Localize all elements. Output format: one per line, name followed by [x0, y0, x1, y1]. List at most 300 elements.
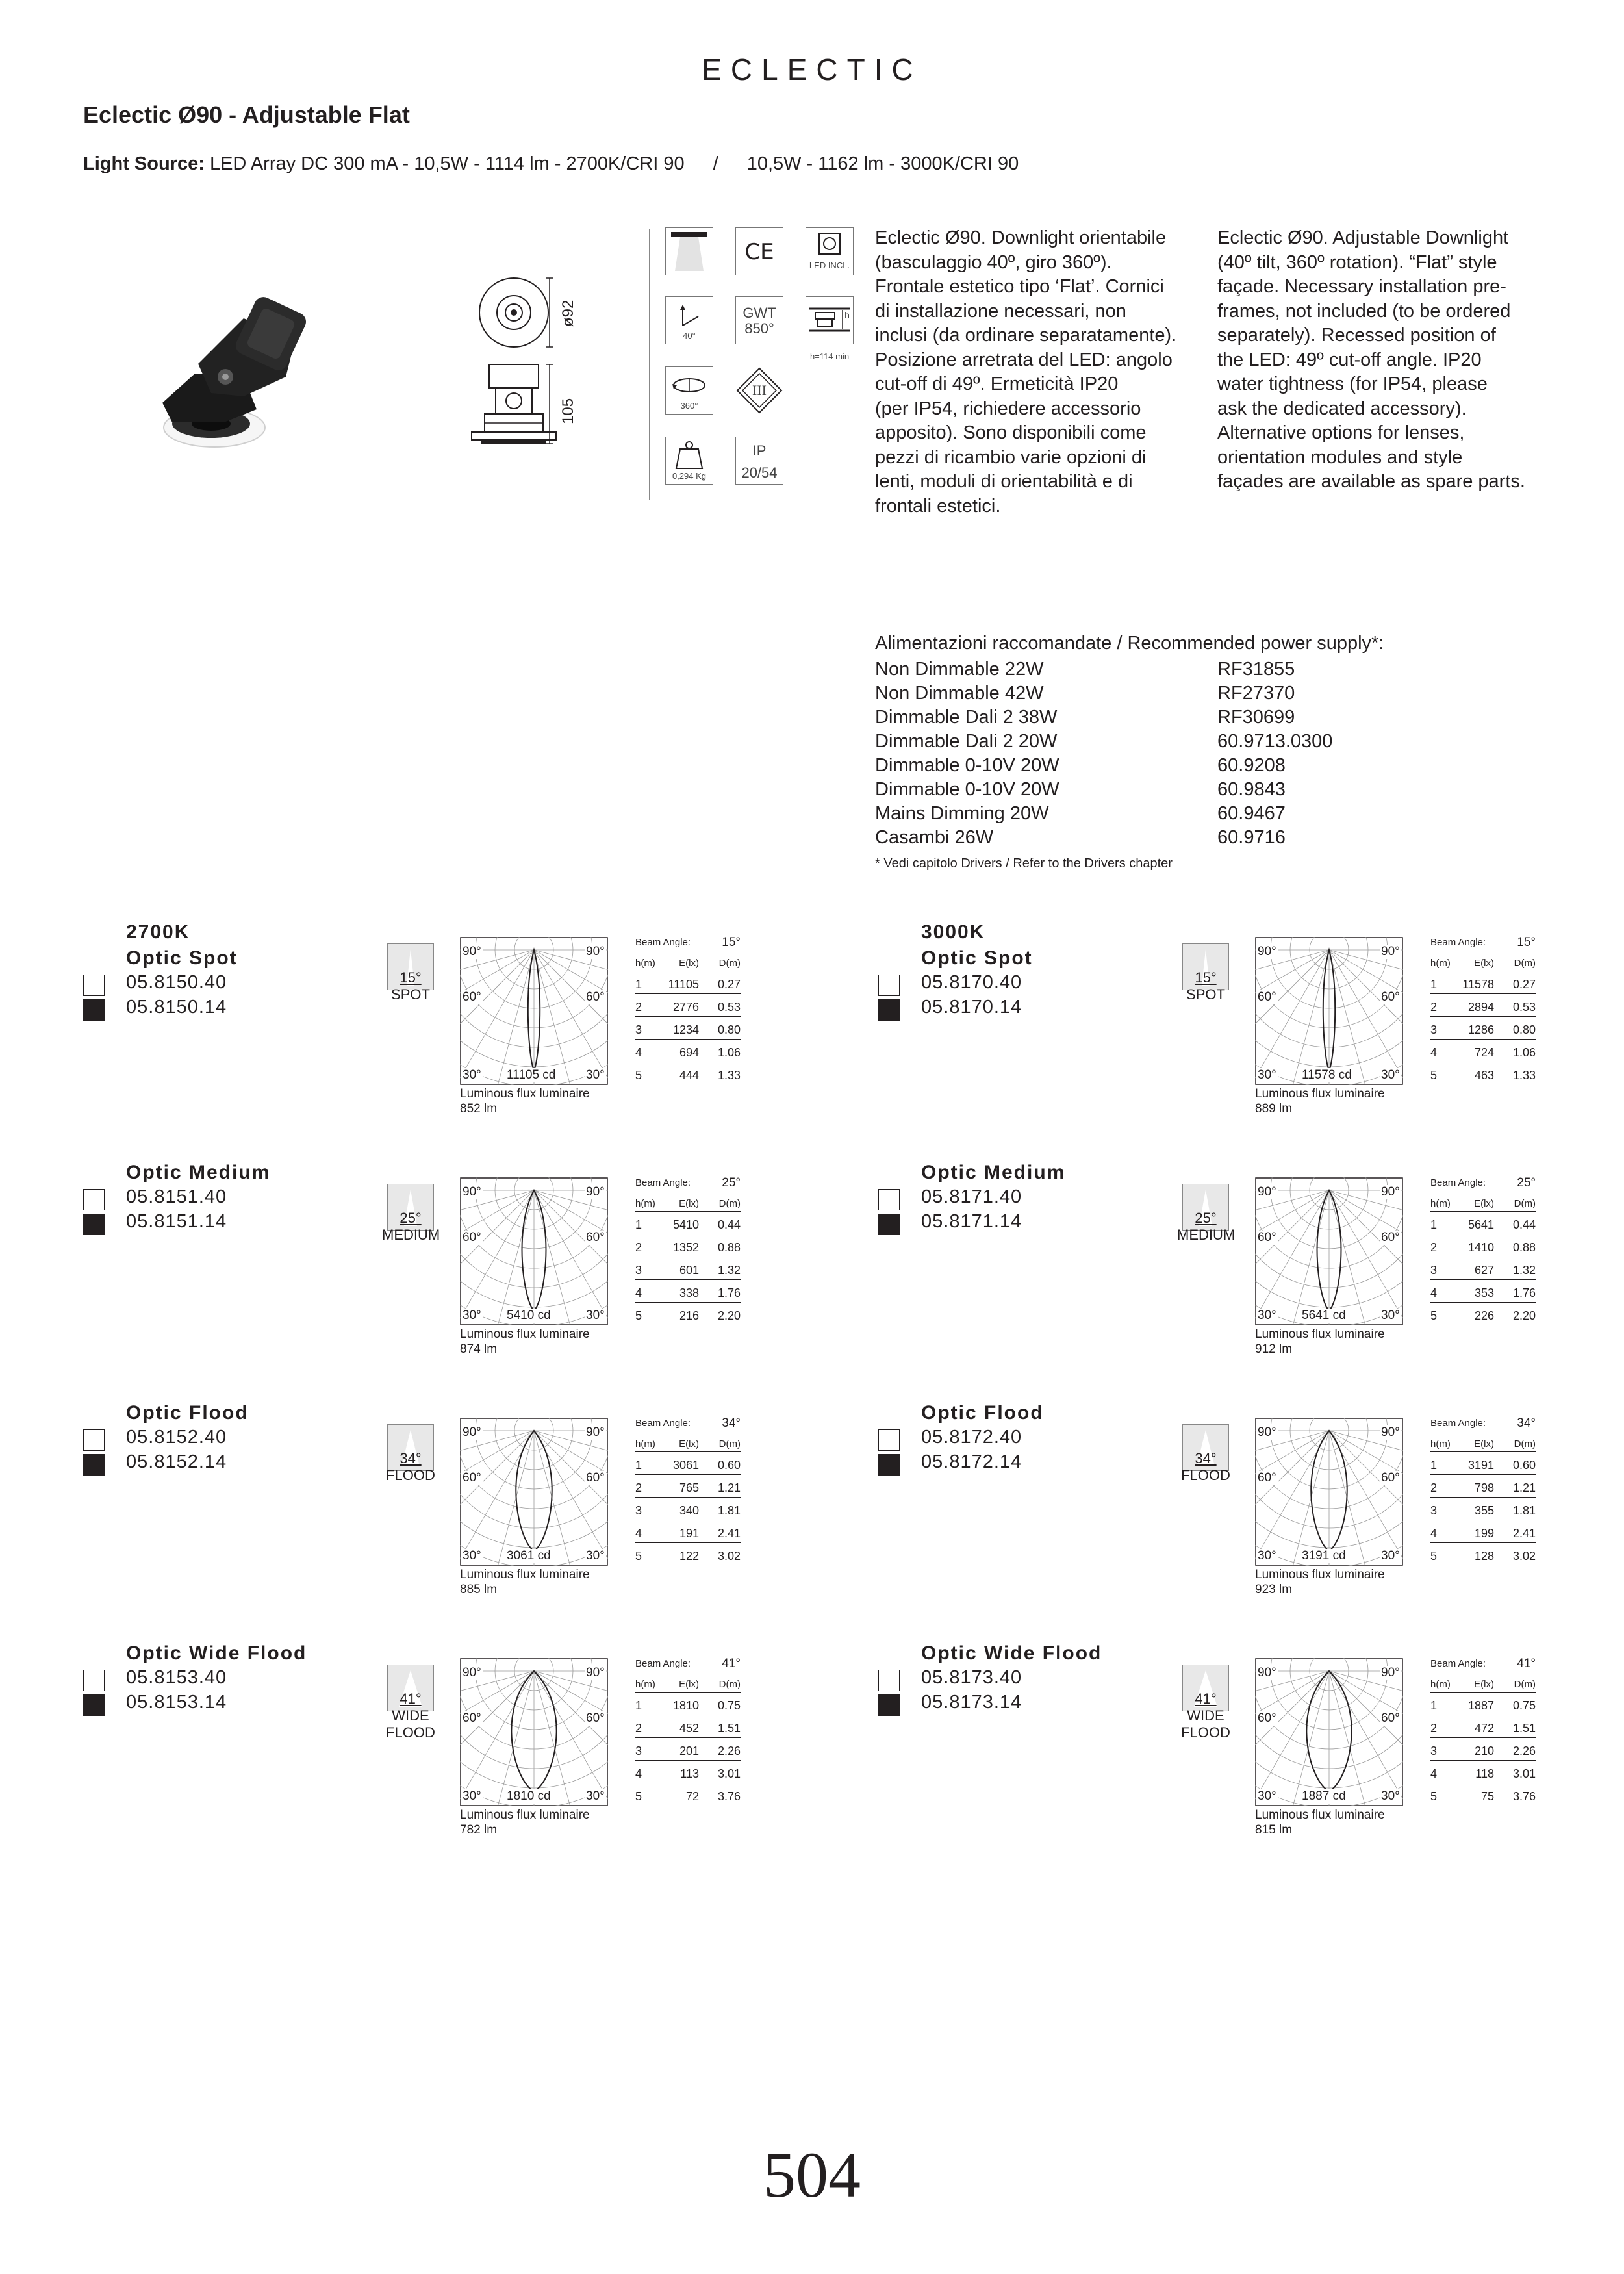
ce-mark-icon	[735, 227, 783, 275]
polar-label-90-left: 90°	[1258, 1666, 1276, 1680]
table-row	[1430, 1475, 1536, 1498]
polar-label-60-right: 60°	[586, 1711, 605, 1725]
header-h: h(m)	[1430, 958, 1451, 969]
optic-block	[878, 923, 1593, 1137]
beam-angle-value: 41°	[1195, 1691, 1217, 1707]
downlight-icon	[665, 227, 713, 275]
table-cell: 113	[680, 1767, 699, 1780]
power-supply-heading: Alimentazioni raccomandate / Recommended power supply*:	[875, 633, 1384, 654]
illuminance-table	[1430, 1657, 1536, 1806]
power-supply-row	[875, 802, 1330, 826]
max-intensity-label	[1300, 1309, 1347, 1323]
finish-swatch-black	[878, 1214, 900, 1235]
header-e: E(lx)	[1474, 1438, 1494, 1450]
table-row	[635, 1475, 741, 1498]
table-cell: 128	[1474, 1550, 1494, 1563]
table-row	[1430, 1303, 1536, 1325]
description-line: ask the dedicated accessory).	[1217, 398, 1467, 419]
beam-angle-label	[1177, 1691, 1234, 1741]
weight-icon	[665, 437, 713, 485]
table-cell: 2.41	[1512, 1527, 1536, 1540]
description-line: di installazione necessari, non	[875, 300, 1126, 322]
description-line: inclusi (da ordinare separatamente).	[875, 325, 1177, 346]
table-cell: 118	[1475, 1767, 1494, 1780]
description-line: (basculaggio 40º, giro 360º).	[875, 251, 1112, 273]
class-iii-label: III	[752, 382, 767, 398]
table-row	[1430, 1212, 1536, 1234]
description-line: frontali estetici.	[875, 495, 1001, 517]
polar-label-30-right: 30°	[586, 1549, 605, 1563]
table-row	[1430, 1452, 1536, 1475]
table-row	[635, 1257, 741, 1280]
description-line: cut-off di 49º. Ermeticità IP20	[875, 374, 1119, 394]
product-code: 05.8153.40	[126, 1667, 227, 1688]
power-supply-row	[875, 826, 1330, 850]
optic-block	[878, 1163, 1593, 1377]
table-row	[1430, 1693, 1536, 1715]
table-row	[635, 1303, 741, 1325]
luminous-flux-value: 885 lm	[460, 1583, 498, 1596]
luminous-flux-label: Luminous flux luminaire	[460, 1808, 590, 1822]
table-row	[635, 1212, 741, 1234]
illuminance-table	[635, 1657, 741, 1806]
polar-label-60-right: 60°	[586, 1471, 605, 1485]
technical-drawing	[377, 229, 650, 501]
finish-swatch-black	[878, 999, 900, 1021]
luminous-flux	[1255, 1808, 1385, 1837]
polar-label-60-left: 60°	[1258, 1711, 1276, 1725]
description-line: façades are available as spare parts.	[1217, 471, 1525, 492]
power-supply-name: Dimmable 0-10V 20W	[875, 779, 1059, 800]
polar-label-60-right: 60°	[1381, 1231, 1400, 1244]
luminous-flux	[1255, 1086, 1385, 1116]
luminous-flux-value: 815 lm	[1255, 1823, 1293, 1837]
max-intensity-value: 11578	[1302, 1068, 1336, 1082]
table-row	[1430, 1520, 1536, 1543]
header-h: h(m)	[1430, 1438, 1451, 1450]
power-supply-row	[875, 754, 1330, 778]
header-h: h(m)	[635, 1198, 655, 1209]
color-temperature: 3000K	[921, 921, 985, 943]
table-cell: 3.02	[717, 1550, 741, 1563]
table-cell: 1	[1430, 1699, 1438, 1712]
table-row	[635, 1761, 741, 1783]
polar-label-90-left: 90°	[463, 1185, 481, 1199]
table-cell: 0.88	[717, 1241, 741, 1254]
polar-label-90-right: 90°	[1381, 1185, 1400, 1199]
polar-diagram	[1255, 1418, 1403, 1566]
header-d: D(m)	[1514, 1679, 1536, 1690]
table-cell: 2	[1430, 1481, 1438, 1494]
product-code: 05.8171.40	[921, 1186, 1022, 1207]
optic-block	[878, 1403, 1593, 1618]
polar-label-60-left: 60°	[1258, 1471, 1276, 1485]
table-cell: 210	[1474, 1744, 1494, 1757]
table-cell: 2	[1430, 1001, 1438, 1014]
description-line: lenti, moduli di orientabilità e di	[875, 471, 1133, 492]
beam-angle-value: 15°	[400, 969, 422, 986]
ip-label: IP	[752, 442, 767, 459]
luminous-flux-value: 782 lm	[460, 1823, 498, 1837]
gwt-label: GWT	[742, 305, 776, 321]
table-cell: 0.60	[717, 1459, 741, 1472]
beam-angle-value: 25°	[400, 1210, 422, 1226]
luminous-flux-value: 889 lm	[1255, 1102, 1293, 1116]
product-code: 05.8150.40	[126, 972, 227, 993]
table-cell: 2.20	[717, 1309, 741, 1322]
led-included-label: LED INCL.	[809, 261, 850, 270]
header-d: D(m)	[1514, 1438, 1536, 1450]
description-line: apposito). Sono disponibili come	[875, 422, 1147, 443]
description-line: separately). Recessed position of	[1217, 325, 1496, 346]
light-source-value-2: 10,5W - 1162 lm - 3000K/CRI 90	[746, 153, 1019, 174]
description-line: water tightness (for IP54, please	[1217, 374, 1488, 394]
table-cell: 0.60	[1512, 1459, 1536, 1472]
polar-label-60-left: 60°	[463, 990, 481, 1004]
beam-angle-label	[382, 969, 439, 1003]
table-cell: 5641	[1467, 1218, 1494, 1231]
beam-angle-header: Beam Angle:	[635, 1418, 691, 1429]
table-row	[635, 1234, 741, 1257]
table-cell: 4	[1430, 1767, 1438, 1780]
power-supply-row	[875, 706, 1330, 730]
table-cell: 2	[635, 1481, 642, 1494]
table-cell: 2.20	[1512, 1309, 1536, 1322]
table-cell: 0.80	[717, 1023, 741, 1036]
beam-angle-row	[635, 936, 741, 951]
product-code: 05.8170.14	[921, 997, 1022, 1017]
beam-angle-row	[635, 1657, 741, 1672]
beam-angle-header: Beam Angle:	[635, 1658, 691, 1669]
illuminance-table	[635, 1416, 741, 1565]
description-line: Posizione arretrata del LED: angolo	[875, 349, 1173, 370]
description-english	[1217, 226, 1525, 494]
table-cell: 3.02	[1512, 1550, 1536, 1563]
table-cell: 0.75	[717, 1699, 741, 1712]
table-cell: 2	[1430, 1722, 1438, 1735]
product-code: 05.8152.40	[126, 1427, 227, 1448]
power-supply-code: RF31855	[1217, 659, 1295, 680]
description-line: (40º tilt, 360º rotation). “Flat” style	[1217, 251, 1497, 273]
table-cell: 601	[679, 1264, 699, 1277]
table-row	[635, 1543, 741, 1565]
beam-angle-label	[1177, 969, 1234, 1003]
optic-block	[83, 1644, 798, 1858]
polar-diagram	[460, 937, 608, 1085]
intensity-unit: cd	[537, 1309, 551, 1322]
description-line: the LED: 49º cut-off angle. IP20	[1217, 349, 1482, 370]
polar-label-60-right: 60°	[586, 990, 605, 1004]
power-supply-row	[875, 730, 1333, 754]
table-row	[1430, 971, 1536, 994]
description-line: Eclectic Ø90. Adjustable Downlight	[1217, 227, 1509, 248]
table-row	[1430, 1543, 1536, 1565]
table-row	[1430, 1715, 1536, 1738]
table-header	[635, 1437, 741, 1452]
table-cell: 3.01	[1512, 1767, 1536, 1780]
rotation-label: 360°	[680, 401, 698, 411]
optic-block	[83, 1163, 798, 1377]
polar-label-90-right: 90°	[1381, 1425, 1400, 1439]
led-included-icon	[806, 227, 854, 275]
table-header	[635, 956, 741, 971]
light-source-value: LED Array DC 300 mA - 10,5W - 1114 lm - 2700K/CRI 90	[209, 153, 685, 174]
beam-angle-row	[1430, 1657, 1536, 1672]
table-cell: 4	[1430, 1046, 1438, 1059]
table-cell: 5410	[672, 1218, 699, 1231]
optic-name: Optic Spot	[921, 947, 1033, 969]
table-cell: 4	[635, 1046, 642, 1059]
power-supply-name: Dimmable Dali 2 38W	[875, 707, 1058, 728]
power-supply-row	[875, 778, 1330, 802]
table-cell: 2	[635, 1241, 642, 1254]
header-e: E(lx)	[679, 958, 699, 969]
table-cell: 2	[635, 1001, 642, 1014]
table-cell: 0.44	[1512, 1218, 1536, 1231]
beam-angle-row	[1430, 1416, 1536, 1432]
intensity-unit: cd	[1338, 1068, 1352, 1082]
polar-label-90-right: 90°	[1381, 1666, 1400, 1680]
header-h: h(m)	[1430, 1198, 1451, 1209]
table-cell: 72	[685, 1790, 699, 1803]
beam-angle-header: Beam Angle:	[635, 1177, 691, 1188]
optic-name: Optic Medium	[126, 1162, 271, 1183]
polar-label-30-left: 30°	[463, 1309, 481, 1322]
table-cell: 1.76	[717, 1286, 741, 1299]
svg-text:CE: CE	[744, 239, 774, 265]
polar-label-90-right: 90°	[1381, 945, 1400, 958]
optic-block	[83, 1403, 798, 1618]
luminous-flux-label: Luminous flux luminaire	[460, 1087, 590, 1101]
table-cell: 798	[1474, 1481, 1494, 1494]
table-header	[1430, 1437, 1536, 1452]
beam-angle-label	[1177, 1210, 1234, 1244]
table-cell: 1	[635, 1459, 642, 1472]
table-cell: 0.80	[1512, 1023, 1536, 1036]
table-cell: 4	[1430, 1286, 1438, 1299]
luminous-flux-label: Luminous flux luminaire	[1255, 1087, 1385, 1101]
intensity-unit: cd	[1332, 1789, 1346, 1803]
polar-label-30-right: 30°	[586, 1309, 605, 1322]
description-line: façade. Necessary installation pre-	[1217, 276, 1506, 297]
optic-name: Optic Spot	[126, 947, 238, 969]
beam-type: FLOOD	[386, 1724, 435, 1741]
table-cell: 3.76	[1512, 1790, 1536, 1803]
table-cell: 0.27	[717, 978, 741, 991]
table-cell: 4	[635, 1767, 642, 1780]
power-supply-name: Non Dimmable 22W	[875, 659, 1044, 680]
polar-label-60-right: 60°	[1381, 1471, 1400, 1485]
product-code: 05.8151.40	[126, 1186, 227, 1207]
table-cell: 0.27	[1512, 978, 1536, 991]
illuminance-table	[1430, 936, 1536, 1084]
polar-label-30-left: 30°	[1258, 1549, 1276, 1563]
product-photo	[146, 273, 322, 448]
luminous-flux-value: 874 lm	[460, 1342, 498, 1356]
header-e: E(lx)	[679, 1198, 699, 1209]
table-row	[635, 1017, 741, 1040]
rotation-icon	[665, 366, 713, 415]
description-line: Alternative options for lenses,	[1217, 422, 1465, 443]
finish-swatch-black	[83, 1694, 105, 1716]
intensity-unit: cd	[537, 1549, 551, 1563]
power-supply-name: Non Dimmable 42W	[875, 683, 1044, 704]
table-cell: 627	[1474, 1264, 1494, 1277]
table-cell: 353	[1474, 1286, 1494, 1299]
weight-label: 0,294 Kg	[672, 471, 707, 481]
power-supply-code: RF30699	[1217, 707, 1295, 728]
light-source-separator: /	[713, 153, 718, 174]
table-cell: 472	[1474, 1722, 1494, 1735]
table-cell: 5	[635, 1069, 642, 1082]
product-code: 05.8173.14	[921, 1692, 1022, 1713]
beam-angle-label	[382, 1691, 439, 1741]
table-cell: 5	[1430, 1790, 1438, 1803]
brand-title: ECLECTIC	[702, 53, 922, 86]
description-line: (per IP54, richiedere accessorio	[875, 398, 1141, 419]
finish-swatch-white	[878, 1670, 900, 1691]
power-supply-row	[875, 682, 1330, 706]
gwt-icon	[735, 296, 783, 344]
table-row	[1430, 1738, 1536, 1761]
table-cell: 11578	[1462, 978, 1494, 991]
beam-angle-header: Beam Angle:	[1430, 937, 1486, 948]
beam-type: FLOOD	[1181, 1724, 1230, 1741]
power-supply-list	[875, 658, 1333, 850]
optic-name: Optic Medium	[921, 1162, 1066, 1183]
table-cell: 1.32	[1512, 1264, 1536, 1277]
beam-angle-value: 25°	[1195, 1210, 1217, 1226]
polar-diagram	[1255, 1177, 1403, 1325]
table-cell: 216	[679, 1309, 699, 1322]
luminous-flux-value: 923 lm	[1255, 1583, 1293, 1596]
table-row	[1430, 1234, 1536, 1257]
max-intensity-label	[1300, 1789, 1347, 1804]
table-cell: 1	[635, 1218, 642, 1231]
table-cell: 1	[635, 1699, 642, 1712]
beam-type: SPOT	[1186, 986, 1225, 1003]
beam-type: MEDIUM	[382, 1227, 440, 1243]
illuminance-table	[635, 1176, 741, 1325]
luminous-flux-value: 852 lm	[460, 1102, 498, 1116]
polar-label-60-left: 60°	[463, 1471, 481, 1485]
table-cell: 1.81	[1512, 1504, 1536, 1517]
beam-type: WIDE	[392, 1707, 429, 1724]
beam-angle-value: 15°	[1195, 969, 1217, 986]
table-row	[635, 1693, 741, 1715]
finish-swatch-black	[83, 999, 105, 1021]
beam-angle-value: 41°	[400, 1691, 422, 1707]
product-code: 05.8150.14	[126, 997, 227, 1017]
table-row	[635, 1040, 741, 1062]
beam-angle-value: 41°	[722, 1657, 741, 1670]
table-row	[635, 971, 741, 994]
header-e: E(lx)	[1474, 958, 1494, 969]
polar-label-60-right: 60°	[586, 1231, 605, 1244]
table-cell: 3	[635, 1744, 642, 1757]
table-cell: 1810	[672, 1699, 699, 1712]
polar-label-60-left: 60°	[463, 1231, 481, 1244]
beam-angle-value: 25°	[1517, 1176, 1536, 1190]
recess-height-min: h=114 min	[809, 351, 850, 361]
beam-type: FLOOD	[1181, 1467, 1230, 1483]
table-cell: 3	[1430, 1744, 1438, 1757]
luminous-flux	[1255, 1567, 1385, 1597]
table-cell: 1.81	[717, 1504, 741, 1517]
polar-label-90-left: 90°	[1258, 945, 1276, 958]
product-code: 05.8170.40	[921, 972, 1022, 993]
page-number: 504	[763, 2139, 861, 2211]
power-supply-code: 60.9713.0300	[1217, 731, 1333, 752]
table-row	[635, 994, 741, 1017]
description-italian	[875, 226, 1176, 518]
table-cell: 724	[1474, 1046, 1494, 1059]
table-cell: 2.26	[1512, 1744, 1536, 1757]
beam-angle-label	[382, 1210, 439, 1244]
luminous-flux	[460, 1808, 590, 1837]
polar-label-90-left: 90°	[463, 1666, 481, 1680]
table-row	[635, 1738, 741, 1761]
beam-angle-row	[1430, 936, 1536, 951]
luminous-flux-label: Luminous flux luminaire	[460, 1568, 590, 1581]
product-title: Eclectic Ø90 - Adjustable Flat	[83, 101, 410, 128]
beam-angle-value: 34°	[400, 1450, 422, 1466]
power-supply-name: Dimmable 0-10V 20W	[875, 755, 1059, 776]
table-cell: 1.33	[1512, 1069, 1536, 1082]
table-cell: 765	[679, 1481, 699, 1494]
table-cell: 1234	[672, 1023, 699, 1036]
polar-label-60-right: 60°	[1381, 990, 1400, 1004]
table-header	[1430, 956, 1536, 971]
polar-label-90-right: 90°	[586, 945, 605, 958]
table-cell: 1.06	[1512, 1046, 1536, 1059]
table-cell: 1.21	[717, 1481, 741, 1494]
polar-label-30-left: 30°	[463, 1549, 481, 1563]
max-intensity-value: 5410	[507, 1309, 535, 1322]
table-header	[635, 1678, 741, 1693]
illuminance-table	[1430, 1176, 1536, 1325]
illuminance-table	[1430, 1416, 1536, 1565]
table-cell: 2.41	[717, 1527, 741, 1540]
table-header	[635, 1197, 741, 1212]
table-cell: 0.53	[1512, 1001, 1536, 1014]
power-supply-code: 60.9716	[1217, 827, 1286, 848]
beam-type: SPOT	[391, 986, 430, 1003]
table-cell: 1	[635, 978, 642, 991]
description-line: Eclectic Ø90. Downlight orientabile	[875, 227, 1167, 248]
luminous-flux	[1255, 1327, 1385, 1357]
table-cell: 199	[1474, 1527, 1494, 1540]
polar-label-90-right: 90°	[586, 1425, 605, 1439]
beam-angle-value: 41°	[1517, 1657, 1536, 1670]
polar-label-90-left: 90°	[1258, 1425, 1276, 1439]
header-d: D(m)	[1514, 958, 1536, 969]
max-intensity-value: 1810	[507, 1789, 535, 1803]
header-h: h(m)	[635, 1679, 655, 1690]
table-cell: 4	[1430, 1527, 1438, 1540]
beam-angle-header: Beam Angle:	[635, 937, 691, 948]
max-intensity-value: 11105	[507, 1068, 540, 1082]
technical-drawing-frame	[377, 229, 650, 500]
table-cell: 3	[1430, 1264, 1438, 1277]
finish-swatch-white	[878, 975, 900, 996]
table-row	[635, 1452, 741, 1475]
table-header	[1430, 1678, 1536, 1693]
table-cell: 1286	[1467, 1023, 1494, 1036]
beam-angle-value: 15°	[722, 936, 741, 949]
table-cell: 11105	[668, 978, 699, 991]
polar-label-30-right: 30°	[586, 1068, 605, 1082]
